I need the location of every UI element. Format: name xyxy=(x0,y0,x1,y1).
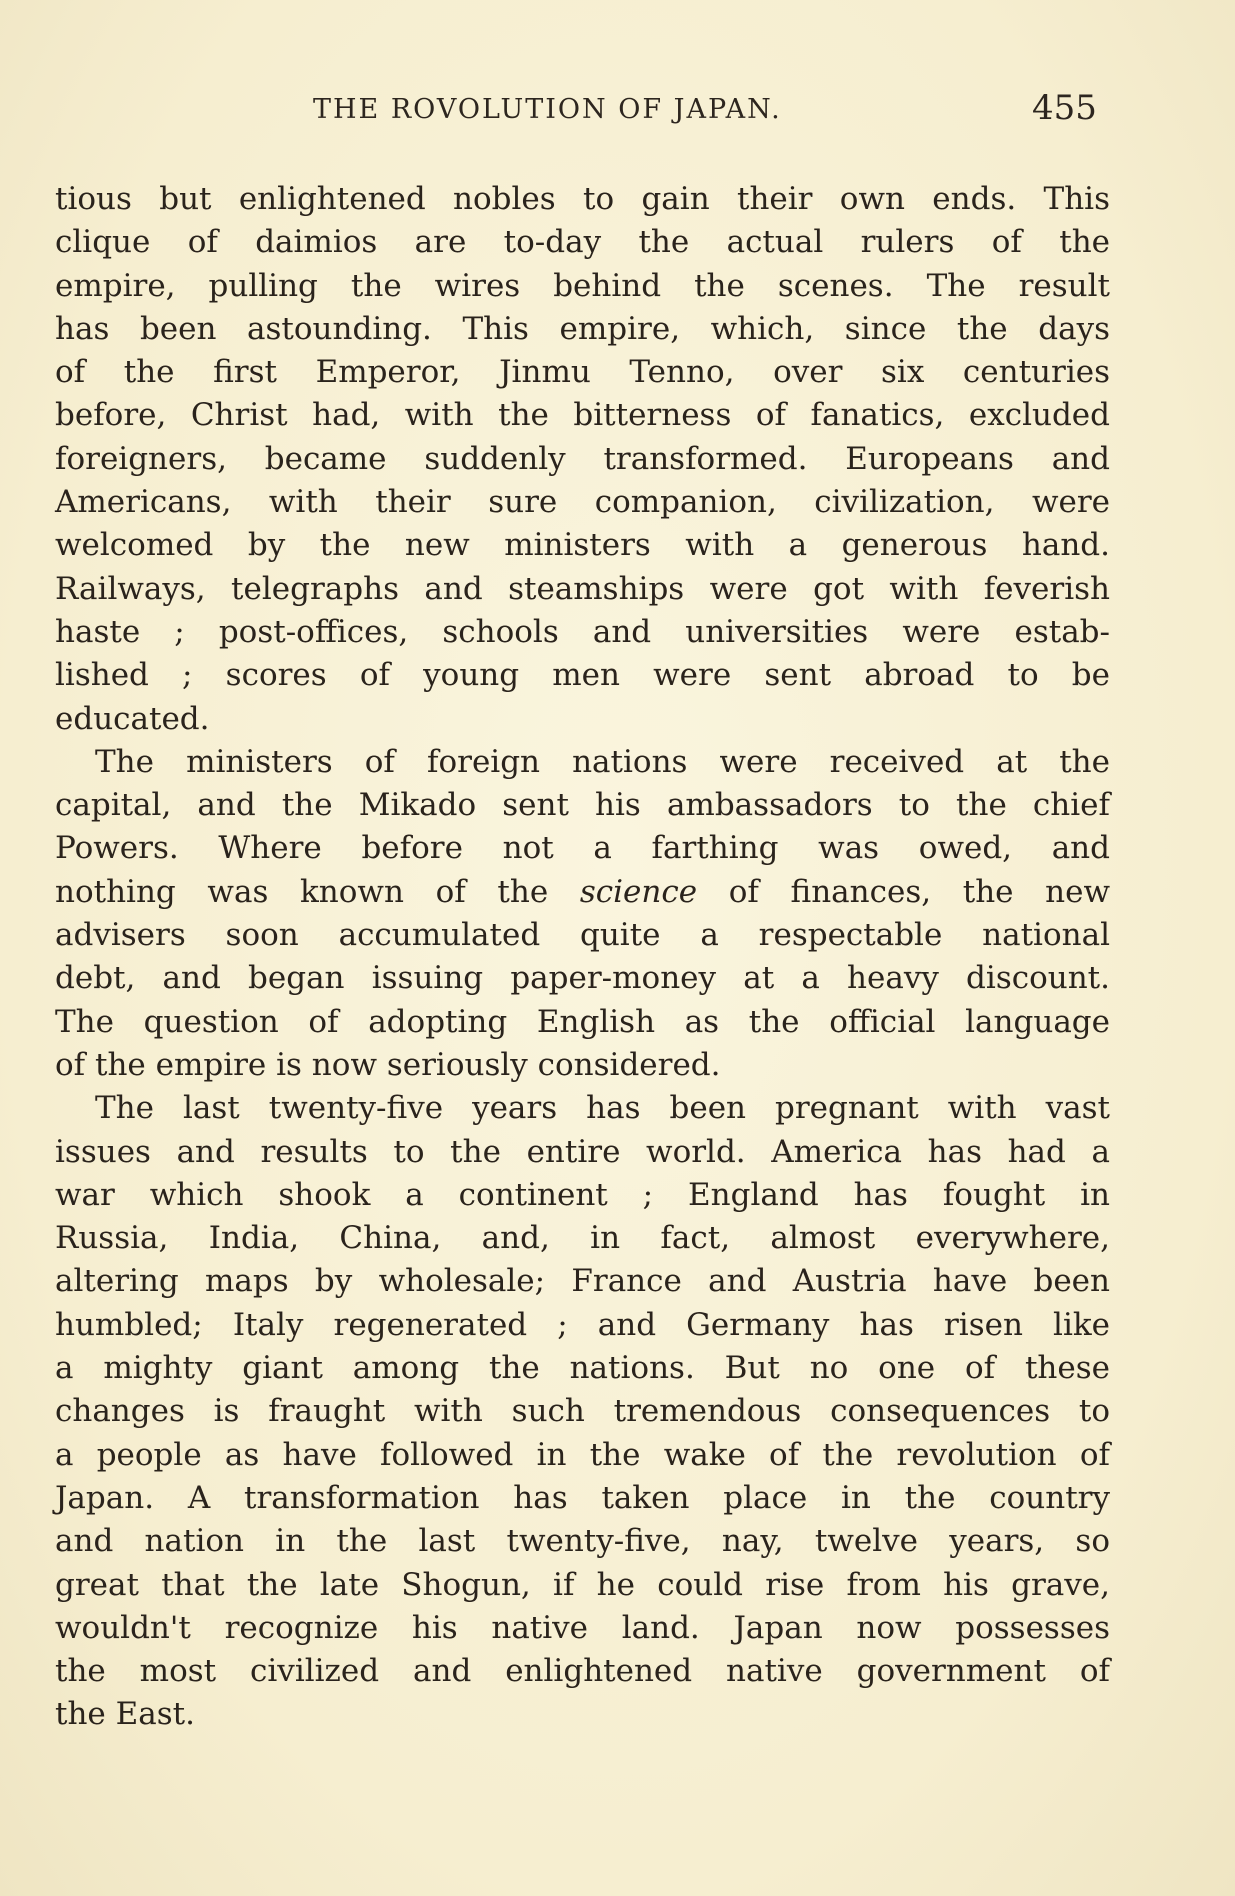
text-segment: nothing was known of the xyxy=(55,873,549,910)
text-line: capital, and the Mikado sent his ambassadors to the chief xyxy=(55,787,1110,824)
text-line: great that the late Shogun, if he could rise from his grave, xyxy=(55,1566,1110,1603)
text-line: and nation in the last twenty-five, nay, twelve years, so xyxy=(55,1523,1110,1560)
text-line: war which shook a continent ; England has fought in xyxy=(55,1176,1110,1213)
text-line: of the empire is now seriously considered. xyxy=(55,1046,721,1083)
text-line: humbled; Italy regenerated ; and Germany has risen like xyxy=(55,1306,1110,1343)
text-line: foreigners, became suddenly transformed. Europeans and xyxy=(55,440,1110,477)
text-line: tious but enlightened nobles to gain their own ends. This xyxy=(55,181,1110,217)
running-head xyxy=(0,88,1235,138)
text-line: Railways, telegraphs and steamships were got with feverish xyxy=(55,570,1110,607)
text-line: before, Christ had, with the bitterness of fanatics, excluded xyxy=(55,397,1110,434)
body-text xyxy=(55,178,1110,1737)
text-line: The question of adopting English as the official language xyxy=(55,1003,1110,1040)
text-line: debt, and began issuing paper-money at a heavy discount. xyxy=(55,960,1110,997)
text-line: a mighty giant among the nations. But no one of these xyxy=(55,1350,1110,1387)
text-line: clique of daimios are to-day the actual rulers of the xyxy=(55,224,1110,261)
text-line: has been astounding. This empire, which, since the days xyxy=(55,310,1110,347)
text-line: Russia, India, China, and, in fact, almost everywhere, xyxy=(55,1220,1110,1257)
text-line: advisers soon accumulated quite a respectable national xyxy=(55,917,1110,954)
text-line: the East. xyxy=(55,1696,195,1733)
text-line: The ministers of foreign nations were received at the xyxy=(95,743,1110,780)
text-line: The last twenty-five years has been pregnant with vast xyxy=(95,1090,1110,1127)
text-line: lished ; scores of young men were sent abroad to be xyxy=(55,657,1110,694)
text-line: a people as have followed in the wake of the revolution of xyxy=(55,1436,1110,1473)
page-number: 455 xyxy=(1032,88,1097,128)
text-line: changes is fraught with such tremendous consequences to xyxy=(55,1393,1110,1430)
running-title: THE ROVOLUTION OF JAPAN. xyxy=(313,94,782,125)
text-line: empire, pulling the wires behind the scenes. The result xyxy=(55,267,1110,304)
text-line: Japan. A transformation has taken place in the country xyxy=(55,1479,1110,1516)
text-line: the most civilized and enlightened native government of xyxy=(55,1653,1110,1690)
text-line: of the first Emperor, Jinmu Tenno, over six centuries xyxy=(55,354,1110,391)
text-line: Americans, with their sure companion, civilization, were xyxy=(55,484,1110,521)
text-line: altering maps by wholesale; France and Austria have been xyxy=(55,1263,1110,1300)
text-line: haste ; post-offices, schools and universities were estab- xyxy=(55,613,1110,650)
text-line-with-italic xyxy=(55,871,1110,914)
text-line: welcomed by the new ministers with a generous hand. xyxy=(55,527,1110,564)
text-segment: of finances, the new xyxy=(728,873,1111,910)
text-line: educated. xyxy=(55,700,210,737)
text-line: Powers. Where before not a farthing was owed, and xyxy=(55,830,1110,867)
italic-word: science xyxy=(579,873,698,910)
text-line: issues and results to the entire world. America has had a xyxy=(55,1133,1110,1170)
text-line: wouldn't recognize his native land. Japan now possesses xyxy=(55,1609,1110,1646)
